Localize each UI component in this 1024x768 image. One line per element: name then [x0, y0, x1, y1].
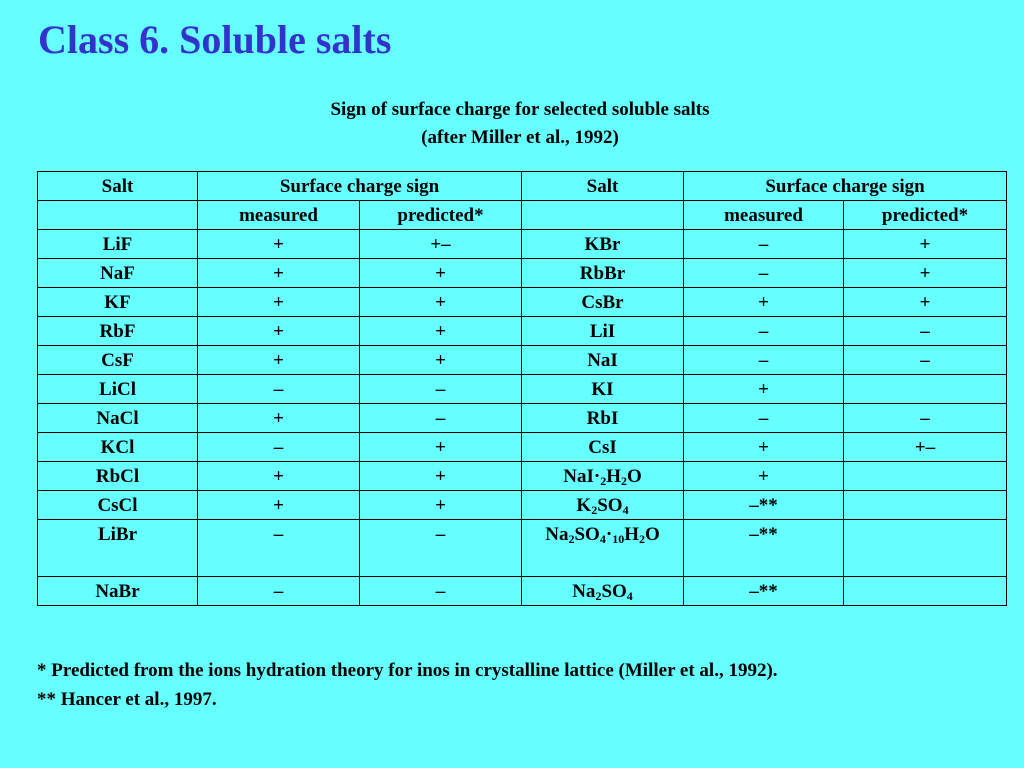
table-row — [38, 577, 1007, 606]
slide-title: Class 6. Soluble salts — [38, 17, 392, 62]
cell-predicted-right: – — [844, 346, 1007, 375]
cell-measured-right: + — [684, 288, 844, 317]
cell-measured-left: + — [198, 230, 360, 259]
cell-measured-right: –** — [684, 577, 844, 606]
cell-measured-right: – — [684, 404, 844, 433]
cell-predicted-right: – — [844, 317, 1007, 346]
caption-line-2: (after Miller et al., 1992) — [421, 127, 619, 148]
cell-measured-left: – — [198, 433, 360, 462]
cell-predicted-left: + — [360, 491, 522, 520]
cell-predicted-right: +– — [844, 433, 1007, 462]
header-measured-right: measured — [684, 201, 844, 230]
cell-salt-left: NaF — [38, 259, 198, 288]
cell-predicted-right — [844, 462, 1007, 491]
header-empty-left — [38, 201, 198, 230]
table-caption — [0, 96, 1024, 152]
cell-predicted-right — [844, 577, 1007, 606]
cell-measured-right: + — [684, 433, 844, 462]
cell-measured-left: + — [198, 259, 360, 288]
table-row — [38, 433, 1007, 462]
cell-salt-right: NaI — [522, 346, 684, 375]
cell-predicted-left: + — [360, 346, 522, 375]
cell-measured-right: – — [684, 259, 844, 288]
cell-predicted-right: + — [844, 288, 1007, 317]
cell-predicted-left: + — [360, 433, 522, 462]
cell-salt-left: CsCl — [38, 491, 198, 520]
cell-measured-left: + — [198, 462, 360, 491]
cell-measured-right: + — [684, 462, 844, 491]
cell-predicted-right: + — [844, 259, 1007, 288]
header-salt-left: Salt — [38, 172, 198, 201]
cell-salt-left: LiF — [38, 230, 198, 259]
cell-salt-right: RbI — [522, 404, 684, 433]
table-row — [38, 404, 1007, 433]
cell-measured-left: + — [198, 404, 360, 433]
cell-measured-right: – — [684, 317, 844, 346]
cell-measured-left: – — [198, 520, 360, 577]
cell-predicted-left: +– — [360, 230, 522, 259]
cell-salt-right: $Na_2SO_4$ — [522, 577, 684, 606]
cell-salt-right: $NaI\cdot_2H_2O$ — [522, 462, 684, 491]
cell-measured-right: –** — [684, 520, 844, 577]
table-row — [38, 259, 1007, 288]
cell-predicted-right: – — [844, 404, 1007, 433]
header-surface-charge-left: Surface charge sign — [198, 172, 522, 201]
table-row — [38, 288, 1007, 317]
cell-salt-right: KBr — [522, 230, 684, 259]
header-predicted-left: predicted* — [360, 201, 522, 230]
table-row — [38, 520, 1007, 577]
cell-salt-left: KF — [38, 288, 198, 317]
table-row — [38, 491, 1007, 520]
cell-measured-left: + — [198, 317, 360, 346]
cell-salt-right: CsBr — [522, 288, 684, 317]
cell-salt-right: RbBr — [522, 259, 684, 288]
cell-salt-left: KCl — [38, 433, 198, 462]
cell-salt-left: LiCl — [38, 375, 198, 404]
cell-predicted-right — [844, 375, 1007, 404]
header-predicted-right: predicted* — [844, 201, 1007, 230]
cell-predicted-right — [844, 520, 1007, 577]
cell-measured-left: + — [198, 491, 360, 520]
table-row — [38, 375, 1007, 404]
cell-salt-left: NaCl — [38, 404, 198, 433]
header-row-1 — [38, 172, 1007, 201]
cell-salt-left: RbCl — [38, 462, 198, 491]
cell-predicted-left: – — [360, 375, 522, 404]
table-row — [38, 346, 1007, 375]
footnote-predicted: * Predicted from the ions hydration theory for inos in crystalline lattice (Miller et al., 1992). — [37, 660, 778, 681]
cell-salt-right: $K_2SO_4$ — [522, 491, 684, 520]
cell-salt-left: NaBr — [38, 577, 198, 606]
cell-predicted-left: – — [360, 520, 522, 577]
cell-salt-left: RbF — [38, 317, 198, 346]
cell-predicted-left: + — [360, 288, 522, 317]
cell-measured-right: – — [684, 230, 844, 259]
cell-predicted-right — [844, 491, 1007, 520]
caption-line-1: Sign of surface charge for selected soluble salts — [330, 99, 710, 120]
table-row — [38, 317, 1007, 346]
cell-salt-right: LiI — [522, 317, 684, 346]
header-measured-left: measured — [198, 201, 360, 230]
cell-measured-right: –** — [684, 491, 844, 520]
cell-salt-left: LiBr — [38, 520, 198, 577]
cell-predicted-right: + — [844, 230, 1007, 259]
cell-predicted-left: + — [360, 462, 522, 491]
cell-predicted-left: + — [360, 259, 522, 288]
cell-measured-right: – — [684, 346, 844, 375]
cell-salt-right: CsI — [522, 433, 684, 462]
footnote-hancer: ** Hancer et al., 1997. — [37, 689, 217, 710]
header-salt-right: Salt — [522, 172, 684, 201]
table-row — [38, 462, 1007, 491]
cell-salt-right: KI — [522, 375, 684, 404]
table-row — [38, 230, 1007, 259]
cell-measured-left: – — [198, 375, 360, 404]
surface-charge-table — [37, 171, 1007, 606]
header-surface-charge-right: Surface charge sign — [684, 172, 1007, 201]
cell-salt-left: CsF — [38, 346, 198, 375]
header-row-2 — [38, 201, 1007, 230]
header-empty-right — [522, 201, 684, 230]
cell-measured-left: + — [198, 288, 360, 317]
cell-salt-right: $Na_2SO_4\cdot_{10}H_2O$ — [522, 520, 684, 577]
cell-predicted-left: – — [360, 577, 522, 606]
cell-measured-left: + — [198, 346, 360, 375]
footnotes — [37, 656, 778, 714]
cell-predicted-left: – — [360, 404, 522, 433]
cell-predicted-left: + — [360, 317, 522, 346]
cell-measured-right: + — [684, 375, 844, 404]
cell-measured-left: – — [198, 577, 360, 606]
